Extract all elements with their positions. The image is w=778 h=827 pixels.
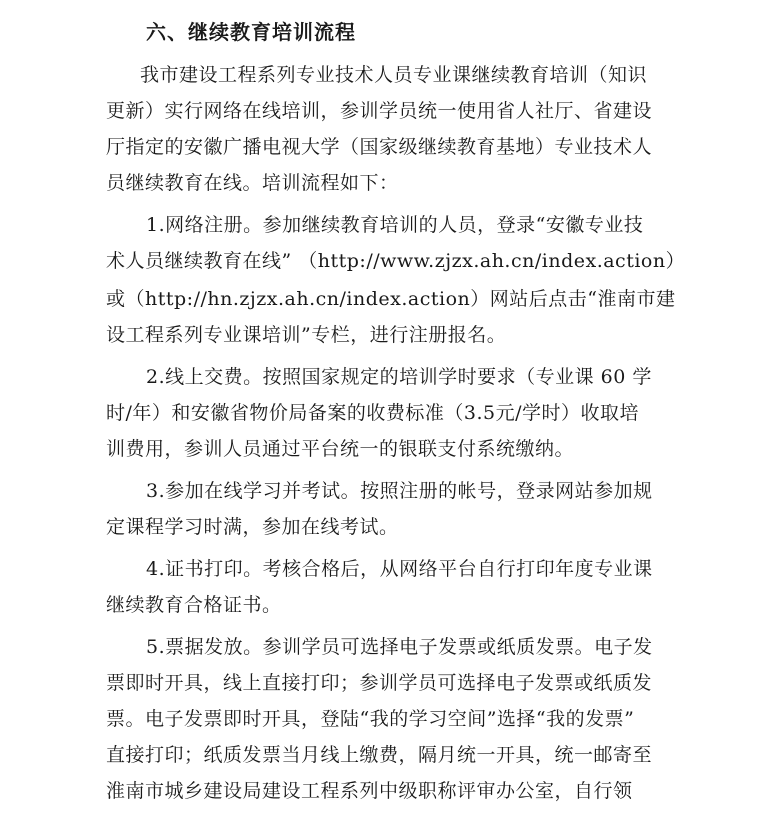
paragraph-line-5: 1.网络注册。参加继续教育培训的人员，登录“安徽专业技 — [146, 214, 644, 236]
paragraph-line-10: 时/年）和安徽省物价局备案的收费标准（3.5元/学时）收取培 — [106, 402, 640, 424]
paragraph-line-17: 票即时开具，线上直接打印；参训学员可选择电子发票或纸质发 — [106, 672, 653, 694]
paragraph-line-4: 员继续教育在线。培训流程如下： — [106, 172, 399, 194]
paragraph-line-8: 设工程系列专业课培训”专栏，进行注册报名。 — [106, 324, 507, 346]
paragraph-line-18: 票。电子发票即时开具，登陆“我的学习空间”选择“我的发票” — [106, 708, 635, 730]
paragraph-line-16: 5.票据发放。参训学员可选择电子发票或纸质发票。电子发 — [146, 636, 653, 658]
paragraph-line-3: 厅指定的安徽广播电视大学（国家级继续教育基地）专业技术人 — [106, 136, 653, 158]
paragraph-line-13: 定课程学习时满，参加在线考试。 — [106, 516, 399, 538]
paragraph-line-11: 训费用，参训人员通过平台统一的银联支付系统缴纳。 — [106, 438, 575, 460]
paragraph-line-15: 继续教育合格证书。 — [106, 594, 282, 616]
paragraph-line-20: 淮南市城乡建设局建设工程系列中级职称评审办公室，自行领 — [106, 780, 633, 802]
paragraph-line-19: 直接打印；纸质发票当月线上缴费，隔月统一开具，统一邮寄至 — [106, 744, 653, 766]
paragraph-line-7: 或（http://hn.zjzx.ah.cn/index.action）网站后点击“淮南市建 — [106, 288, 676, 310]
paragraph-line-9: 2.线上交费。按照国家规定的培训学时要求（专业课 60 学 — [146, 366, 652, 388]
paragraph-line-12: 3.参加在线学习并考试。按照注册的帐号，登录网站参加规 — [146, 480, 653, 502]
paragraph-line-2: 更新）实行网络在线培训，参训学员统一使用省人社厅、省建设 — [106, 100, 653, 122]
paragraph-line-6: 术人员继续教育在线” （http://www.zjzx.ah.cn/index.action） — [106, 250, 686, 272]
paragraph-line-14: 4.证书打印。考核合格后，从网络平台自行打印年度专业课 — [146, 558, 653, 580]
paragraph-line-1: 我市建设工程系列专业技术人员专业课继续教育培训（知识 — [140, 64, 648, 86]
section-heading: 六、继续教育培训流程 — [146, 20, 356, 44]
